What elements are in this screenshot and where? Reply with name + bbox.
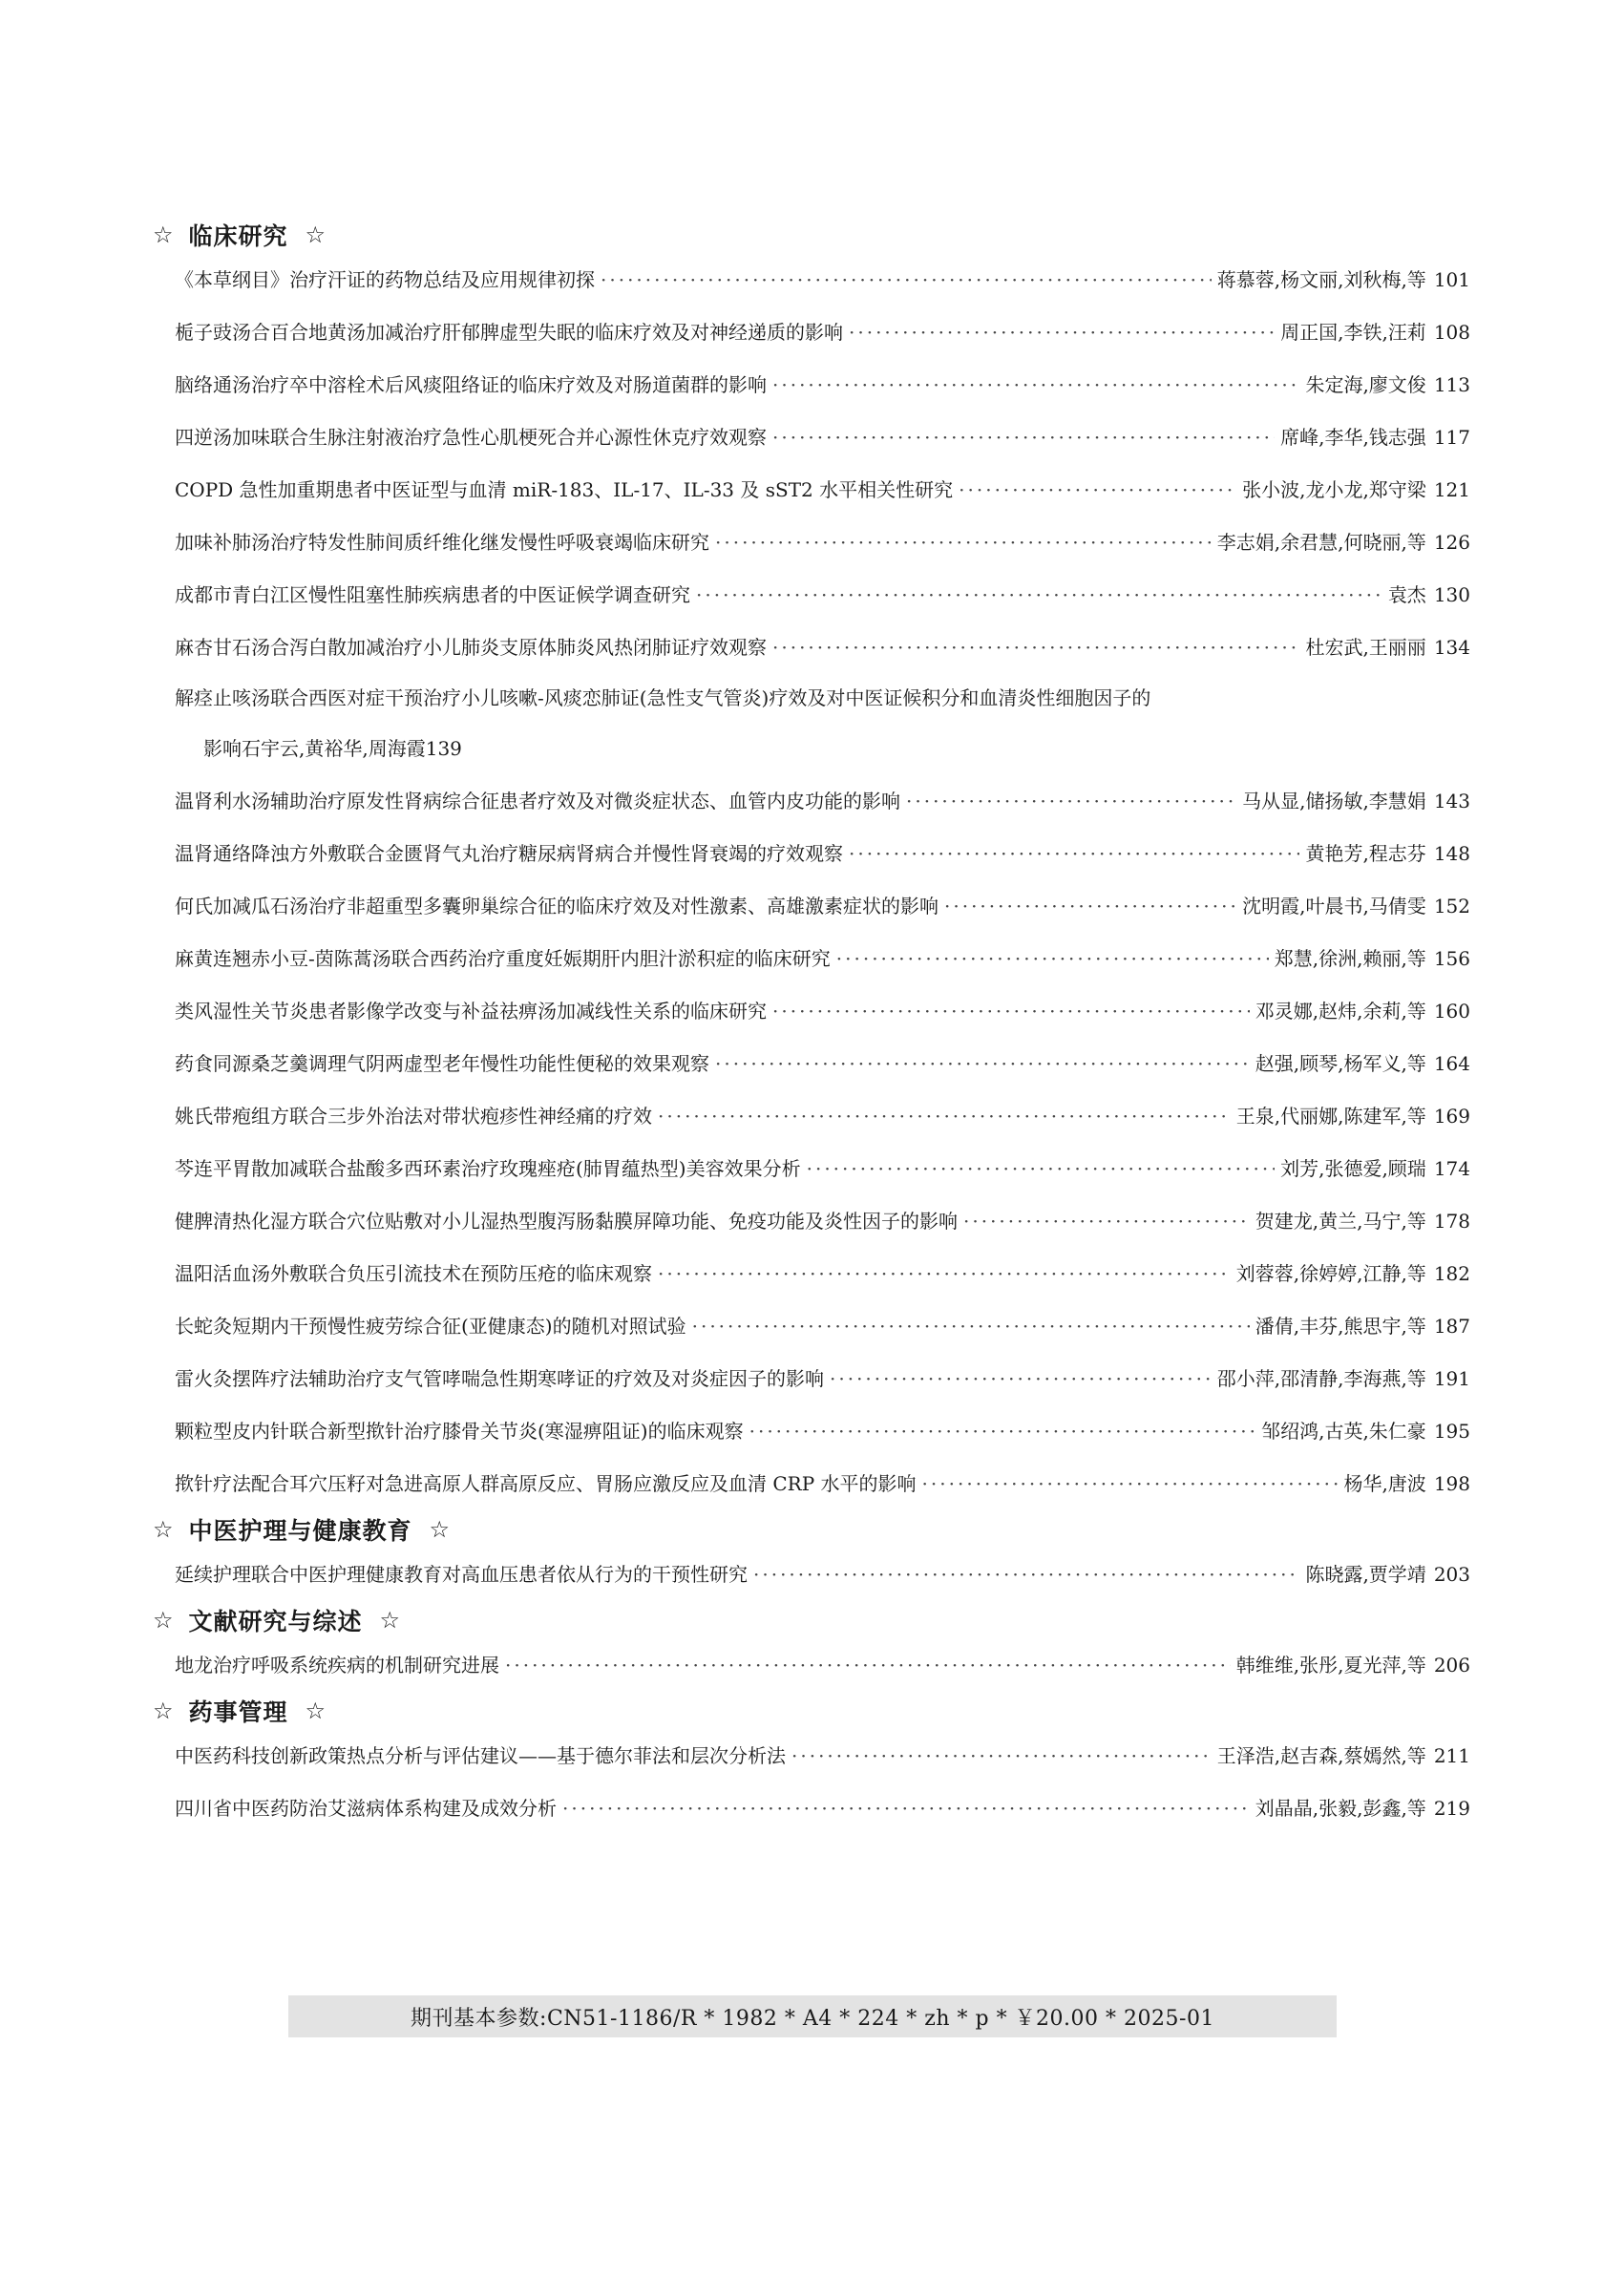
entry-page-number: 113 [1433,373,1470,396]
toc-entry[interactable] [153,1195,1470,1248]
table-of-contents [153,216,1470,1835]
entry-title: 颗粒型皮内针联合新型揿针治疗膝骨关节炎(寒湿痹阻证)的临床观察 [175,1420,744,1443]
section-title: 中医护理与健康教育 [188,1517,412,1545]
dot-leader [791,1730,1212,1782]
toc-entry[interactable] [153,1639,1470,1692]
entry-page-number: 211 [1433,1744,1470,1767]
entry-page-number: 203 [1433,1563,1470,1586]
star-icon: ☆ [153,1698,174,1724]
entry-title: 何氏加减瓜石汤治疗非超重型多囊卵巢综合征的临床疗效及对性激素、高雄激素症状的影响 [175,895,939,918]
toc-entry[interactable] [153,828,1470,880]
entry-title: 健脾清热化湿方联合穴位贴敷对小儿湿热型腹泻肠黏膜屏障功能、免疫功能及炎性因子的影响 [175,1210,958,1233]
entry-page-number: 121 [1433,478,1470,501]
toc-entry[interactable] [153,622,1470,674]
toc-entry[interactable] [153,933,1470,985]
entry-authors: 李志娟,余君慧,何晓丽,等 [1216,531,1426,554]
entry-page-number: 143 [1433,790,1470,812]
entry-page-number: 164 [1433,1052,1470,1075]
entry-title: 类风湿性关节炎患者影像学改变与补益祛痹汤加减线性关系的临床研究 [175,1000,767,1023]
toc-entry[interactable] [153,1090,1470,1143]
entry-authors: 韩维维,张彤,夏光萍,等 [1235,1654,1426,1677]
entry-authors: 黄艳芳,程志芬 [1305,842,1426,865]
dot-leader [772,622,1299,674]
star-icon: ☆ [153,1607,174,1634]
entry-page-number: 195 [1433,1420,1470,1443]
dot-leader [922,1458,1339,1510]
entry-authors: 蒋慕蓉,杨文丽,刘秋梅,等 [1216,268,1426,291]
entry-title: 麻杏甘石汤合泻白散加减治疗小儿肺炎支原体肺炎风热闭肺证疗效观察 [175,636,767,659]
entry-title: 脑络通汤治疗卒中溶栓术后风痰阻络证的临床疗效及对肠道菌群的影响 [175,373,767,396]
entry-authors: 王泉,代丽娜,陈建军,等 [1235,1105,1426,1128]
entry-authors: 邹绍鸿,古英,朱仁豪 [1261,1420,1426,1443]
dot-leader [772,359,1299,411]
entry-page-number: 108 [1433,321,1470,344]
toc-entry[interactable] [153,1143,1470,1195]
entry-authors: 邓灵娜,赵炜,余莉,等 [1255,1000,1426,1023]
section-heading [153,1601,1470,1639]
dot-leader [807,1143,1275,1195]
entry-page-number: 117 [1433,426,1470,449]
dot-leader [906,775,1236,828]
dot-leader [505,1639,1231,1692]
entry-title: 四川省中医药防治艾滋病体系构建及成效分析 [175,1797,557,1820]
entry-page-number: 148 [1433,842,1470,865]
entry-authors: 袁杰 [1387,583,1426,606]
entry-title: 温阳活血汤外敷联合负压引流技术在预防压疮的临床观察 [175,1262,652,1285]
entry-page-number: 134 [1433,636,1470,659]
toc-entry[interactable] [153,674,1470,775]
entry-page-number: 174 [1433,1157,1470,1180]
entry-page-number: 187 [1433,1315,1470,1338]
entry-authors: 陈晓露,贾学靖 [1305,1563,1426,1586]
toc-entry[interactable] [153,1405,1470,1458]
dot-leader [696,569,1382,622]
star-icon: ☆ [379,1607,401,1634]
dot-leader [963,1195,1250,1248]
dot-leader [753,1549,1299,1601]
entry-title: 长蛇灸短期内干预慢性疲劳综合征(亚健康态)的随机对照试验 [175,1315,686,1338]
star-icon: ☆ [305,221,327,248]
section-title: 临床研究 [188,222,288,250]
entry-authors: 朱定海,廖文俊 [1305,373,1426,396]
entry-authors: 杜宏武,王丽丽 [1305,636,1426,659]
entry-title: 姚氏带疱组方联合三步外治法对带状疱疹性神经痛的疗效 [175,1105,652,1128]
section-heading [153,216,1470,254]
toc-entry[interactable] [153,880,1470,933]
entry-page-number: 198 [1433,1472,1470,1495]
entry-title: 芩连平胃散加减联合盐酸多西环素治疗玫瑰痤疮(肺胃蕴热型)美容效果分析 [175,1157,801,1180]
star-icon: ☆ [305,1698,327,1724]
toc-entry[interactable] [153,1300,1470,1353]
dot-leader [836,933,1269,985]
entry-page-number: 191 [1433,1367,1470,1390]
entry-page-number: 169 [1433,1105,1470,1128]
entry-title: COPD 急性加重期患者中医证型与血清 miR-183、IL-17、IL-33 及 sST2 水平相关性研究 [175,478,954,501]
entry-page-number: 126 [1433,531,1470,554]
entry-title-continued: 影响 [203,737,242,760]
section-heading [153,1510,1470,1549]
entry-authors: 周正国,李铁,汪莉 [1280,321,1426,344]
entry-page-number: 156 [1433,947,1470,970]
section-title: 文献研究与综述 [188,1608,363,1635]
dot-leader [772,411,1275,464]
entry-title: 四逆汤加味联合生脉注射液治疗急性心肌梗死合并心源性休克疗效观察 [175,426,767,449]
entry-title: 加味补肺汤治疗特发性肺间质纤维化继发慢性呼吸衰竭临床研究 [175,531,709,554]
entry-title: 麻黄连翘赤小豆-茵陈蒿汤联合西药治疗重度妊娠期肝内胆汁淤积症的临床研究 [175,947,831,970]
toc-entry[interactable] [153,1353,1470,1405]
entry-title: 药食同源桑芝羹调理气阴两虚型老年慢性功能性便秘的效果观察 [175,1052,709,1075]
toc-entry[interactable] [153,1038,1470,1090]
entry-title: 延续护理联合中医护理健康教育对高血压患者依从行为的干预性研究 [175,1563,748,1586]
toc-entry[interactable] [153,1248,1470,1300]
entry-authors: 王泽浩,赵吉森,蔡嫣然,等 [1216,1744,1426,1767]
toc-entry[interactable] [153,569,1470,622]
dot-leader [944,880,1236,933]
entry-authors: 刘晶晶,张毅,彭鑫,等 [1255,1797,1426,1820]
entry-page-number: 101 [1433,268,1470,291]
entry-title: 解痉止咳汤联合西医对症干预治疗小儿咳嗽-风痰恋肺证(急性支气管炎)疗效及对中医证候积分和血清炎性细胞因子的 [175,686,1151,709]
entry-page-number: 206 [1433,1654,1470,1677]
toc-entry[interactable] [153,985,1470,1038]
entry-authors: 刘蓉蓉,徐婷婷,江静,等 [1235,1262,1426,1285]
toc-entry[interactable] [153,359,1470,411]
entry-title: 成都市青白江区慢性阻塞性肺疾病患者的中医证候学调查研究 [175,583,690,606]
entry-title: 雷火灸摆阵疗法辅助治疗支气管哮喘急性期寒哮证的疗效及对炎症因子的影响 [175,1367,824,1390]
toc-entry[interactable] [153,1549,1470,1601]
dot-leader [772,985,1250,1038]
dot-leader [830,1353,1212,1405]
entry-authors: 邵小萍,邵清静,李海燕,等 [1216,1367,1426,1390]
dot-leader [601,254,1212,306]
entry-page-number: 219 [1433,1797,1470,1820]
entry-page-number: 178 [1433,1210,1470,1233]
dot-leader [849,828,1299,880]
entry-authors: 马从显,储扬敏,李慧娟 [1242,790,1426,812]
entry-authors: 张小波,龙小龙,郑守梁 [1242,478,1426,501]
entry-title: 中医药科技创新政策热点分析与评估建议——基于德尔菲法和层次分析法 [175,1744,786,1767]
toc-entry[interactable] [153,1458,1470,1510]
toc-entry[interactable] [153,1730,1470,1782]
entry-title: 温肾利水汤辅助治疗原发性肾病综合征患者疗效及对微炎症状态、血管内皮功能的影响 [175,790,900,812]
entry-page-number: 139 [425,737,462,760]
toc-entry[interactable] [153,517,1470,569]
entry-authors: 杨华,唐波 [1343,1472,1426,1495]
journal-parameters-footer: 期刊基本参数:CN51-1186/R * 1982 * A4 * 224 * zh * p * ￥20.00 * 2025-01 [288,1995,1337,2037]
dot-leader [715,517,1212,569]
entry-page-number: 152 [1433,895,1470,918]
toc-entry[interactable] [153,306,1470,359]
toc-entry[interactable] [153,775,1470,828]
toc-entry[interactable] [153,254,1470,306]
entry-title: 揿针疗法配合耳穴压籽对急进高原人群高原反应、胃肠应激反应及血清 CRP 水平的影响 [175,1472,917,1495]
dot-leader [849,306,1275,359]
toc-entry[interactable] [153,1782,1470,1835]
entry-authors: 赵强,顾琴,杨军义,等 [1255,1052,1426,1075]
entry-authors: 郑慧,徐洲,赖丽,等 [1274,947,1426,970]
dot-leader [692,1300,1250,1353]
entry-title: 地龙治疗呼吸系统疾病的机制研究进展 [175,1654,499,1677]
entry-title: 《本草纲目》治疗汗证的药物总结及应用规律初探 [175,268,595,291]
dot-leader [749,1405,1255,1458]
entry-authors: 席峰,李华,钱志强 [1280,426,1426,449]
toc-entry[interactable] [153,411,1470,464]
entry-authors: 沈明霞,叶晨书,马倩雯 [1242,895,1426,918]
dot-leader [658,1248,1231,1300]
entry-page-number: 182 [1433,1262,1470,1285]
star-icon: ☆ [153,1516,174,1543]
section-title: 药事管理 [188,1698,288,1726]
entry-authors: 贺建龙,黄兰,马宁,等 [1255,1210,1426,1233]
section-heading [153,1692,1470,1730]
entry-page-number: 160 [1433,1000,1470,1023]
entry-page-number: 130 [1433,583,1470,606]
star-icon: ☆ [153,221,174,248]
entry-authors: 刘芳,张德爱,顾瑞 [1280,1157,1426,1180]
entry-authors: 石宇云,黄裕华,周海霞 [242,737,426,760]
toc-entry[interactable] [153,464,1470,517]
entry-authors: 潘倩,丰芬,熊思宇,等 [1255,1315,1426,1338]
dot-leader [715,1038,1250,1090]
entry-title: 温肾通络降浊方外敷联合金匮肾气丸治疗糖尿病肾病合并慢性肾衰竭的疗效观察 [175,842,843,865]
star-icon: ☆ [429,1516,451,1543]
dot-leader [562,1782,1250,1835]
dot-leader [959,464,1236,517]
entry-title: 栀子豉汤合百合地黄汤加减治疗肝郁脾虚型失眠的临床疗效及对神经递质的影响 [175,321,843,344]
dot-leader [658,1090,1231,1143]
